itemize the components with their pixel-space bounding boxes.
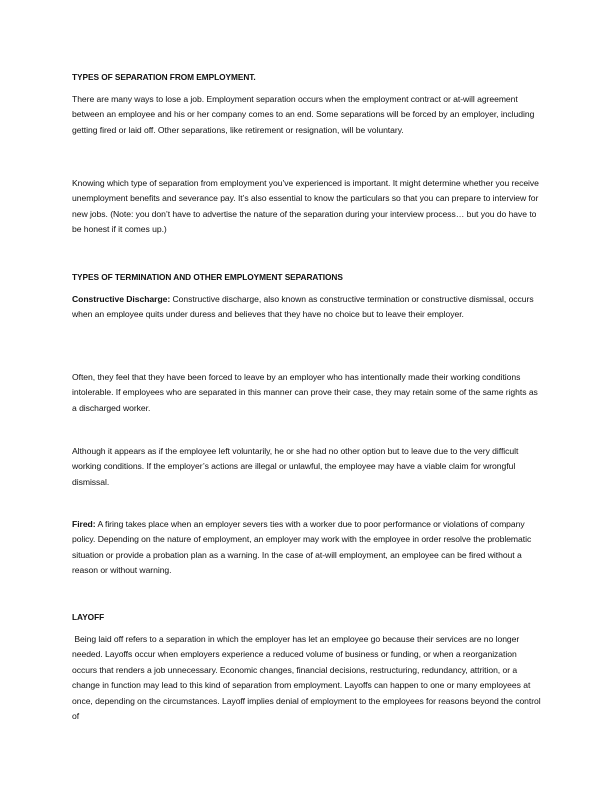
definition-fired: A firing takes place when an employer severs ties with a worker due to poor performance or violations of company policy. Depending on the nature of employment, an employer may work with the employee in order resolve the problematic situation or provide a probation plan as a warning. In the case of at-will employment, an employee can be fired without a reason or without warning. bbox=[72, 519, 532, 576]
definition-constructive-discharge: Constructive discharge, also known as constructive termination or constructive dismissal, occurs when an employee quits under duress and believes that they have no choice but to leave their employer. bbox=[72, 294, 534, 320]
term-constructive-discharge: Constructive Discharge: bbox=[72, 294, 171, 304]
term-fired: Fired: bbox=[72, 519, 96, 529]
paragraph-often-forced: Often, they feel that they have been forced to leave by an employer who has intentionally made their working conditions intolerable. If employees who are separated in this manner can prove their case, they may retain some of the same rights as a discharged worker. bbox=[72, 372, 538, 413]
heading-types-of-separation: TYPES OF SEPARATION FROM EMPLOYMENT. bbox=[72, 72, 256, 82]
paragraph-constructive-discharge bbox=[72, 292, 542, 323]
heading-layoff: LAYOFF bbox=[72, 612, 105, 622]
paragraph-intro: There are many ways to lose a job. Employment separation occurs when the employment contract or at-will agreement between an employee and his or her company comes to an end. Some separations will be forced by an employer, including getting fired or laid off. Other separations, like retirement or resignation, will be voluntary. bbox=[72, 94, 535, 135]
paragraph-although-voluntary: Although it appears as if the employee left voluntarily, he or she had no other option but to leave due to the very difficult working conditions. If the employer’s actions are illegal or unlawful, the employee may have a viable claim for wrongful dismissal. bbox=[72, 446, 519, 487]
paragraph-layoff: Being laid off refers to a separation in which the employer has let an employee go because their services are no longer needed. Layoffs occur when employers experience a reduced volume of business or funding, or when a reorganization occurs that renders a job unnecessary. Economic changes, financial decisions, restructuring, redundancy, attrition, or a change in function may lead to this kind of separation from employment. Layoffs can happen to one or many employees at once, depending on the circumstances. Layoff implies denial of employment to the employees for reasons beyond the control of bbox=[72, 634, 543, 722]
heading-types-of-termination: TYPES OF TERMINATION AND OTHER EMPLOYMENT SEPARATIONS bbox=[72, 272, 343, 282]
paragraph-fired bbox=[72, 517, 542, 579]
paragraph-knowing-type: Knowing which type of separation from employment you’ve experienced is important. It might determine whether you receive unemployment benefits and severance pay. It’s also essential to know the particulars so that you can prepare to interview for new jobs. (Note: you don’t have to advertise the nature of the separation during your interview process… but you do have to be honest if it comes up.) bbox=[72, 178, 539, 235]
